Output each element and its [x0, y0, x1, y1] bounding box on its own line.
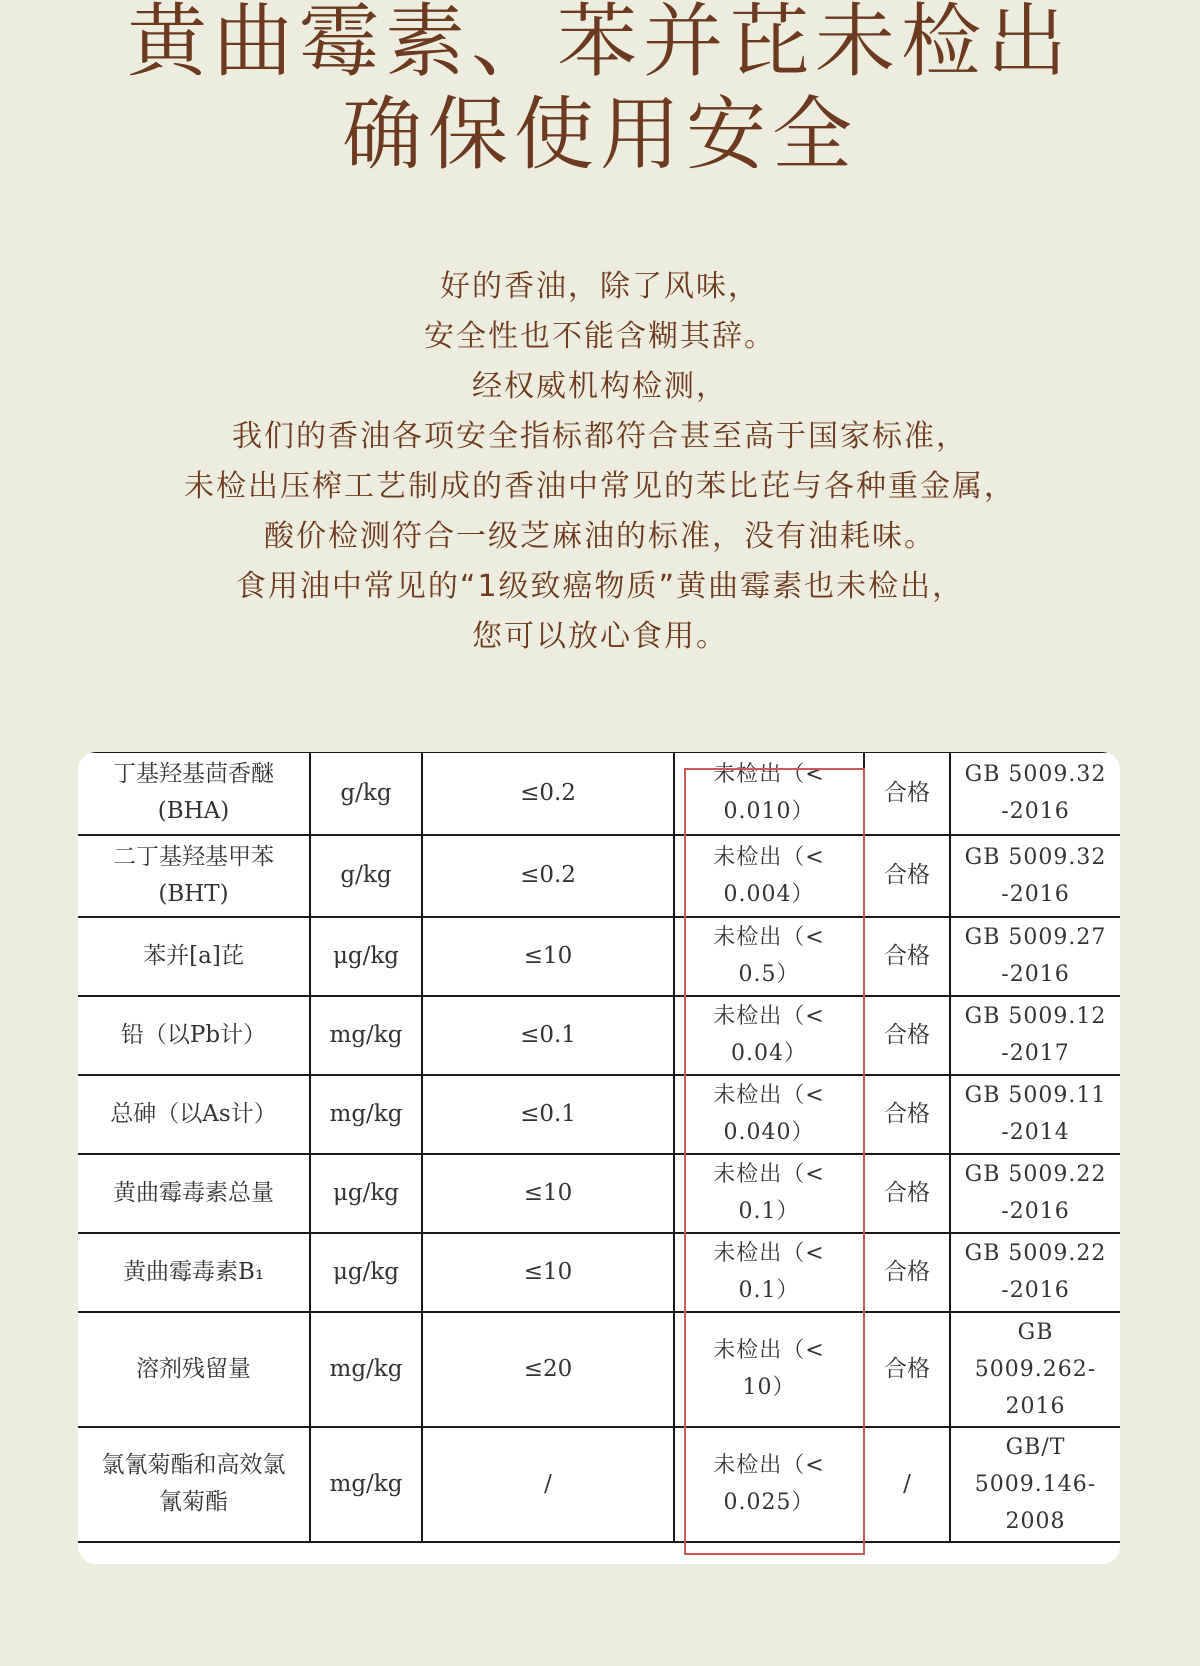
- standard-cell-line: 5009.146-: [974, 1471, 1097, 1497]
- result-cell-line: 未检出（<: [713, 844, 825, 870]
- test-item-cell: [78, 753, 310, 835]
- table-row: [78, 1233, 1120, 1312]
- result-cell: [674, 753, 864, 835]
- table-row: [78, 753, 1120, 835]
- unit-cell: g/kg: [310, 835, 422, 917]
- limit-cell: ≤0.1: [422, 996, 674, 1075]
- result-cell: [674, 917, 864, 996]
- result-cell-line: 未检出（<: [713, 1241, 825, 1266]
- intro-line: 经权威机构检测，: [472, 369, 728, 404]
- result-cell-line: 未检出（<: [713, 1453, 825, 1478]
- unit-cell: mg/kg: [310, 1312, 422, 1427]
- intro-line: 好的香油，除了风味，: [440, 269, 760, 304]
- result-cell-line: 0.010）: [723, 799, 815, 825]
- result-cell-line: 未检出（<: [713, 925, 825, 950]
- test-item-cell: [78, 835, 310, 917]
- test-item-cell: [78, 1312, 310, 1427]
- test-item-cell: [78, 1427, 310, 1542]
- standard-cell-line: 2008: [1005, 1508, 1066, 1534]
- standard-cell: [950, 996, 1120, 1075]
- result-cell: [674, 1154, 864, 1233]
- result-cell-line: 未检出（<: [713, 1083, 825, 1108]
- verdict-cell: 合格: [864, 996, 950, 1075]
- verdict-cell: 合格: [864, 1154, 950, 1233]
- intro-line: 安全性也不能含糊其辞。: [424, 319, 776, 354]
- verdict-cell: 合格: [864, 1233, 950, 1312]
- limit-cell: ≤20: [422, 1312, 674, 1427]
- test-report-table-card: [78, 752, 1120, 1564]
- standard-cell-line: 2016: [1005, 1393, 1066, 1419]
- test-item-cell: [78, 917, 310, 996]
- headline-line-2: 确保使用安全: [342, 88, 858, 181]
- table-row: [78, 1075, 1120, 1154]
- result-cell-line: 未检出（<: [713, 762, 825, 788]
- table-row: [78, 1154, 1120, 1233]
- unit-cell: mg/kg: [310, 1075, 422, 1154]
- table-body: [78, 753, 1120, 1542]
- standard-cell: [950, 917, 1120, 996]
- standard-cell-line: 5009.262-: [974, 1356, 1097, 1382]
- test-item-cell-line: 铅（以Pb计）: [120, 1021, 267, 1048]
- table-row: [78, 996, 1120, 1075]
- intro-line: 未检出压榨工艺制成的香油中常见的苯比芘与各种重金属，: [184, 469, 1016, 504]
- unit-cell: μg/kg: [310, 1154, 422, 1233]
- standard-cell-line: -2014: [1001, 1120, 1070, 1145]
- test-item-cell-line: (BHA): [157, 798, 230, 825]
- result-cell-line: 0.004）: [723, 881, 815, 907]
- standard-cell: [950, 1075, 1120, 1154]
- table-row: [78, 1312, 1120, 1427]
- result-cell: [674, 1312, 864, 1427]
- result-cell-line: 0.04）: [731, 1041, 807, 1066]
- test-item-cell: [78, 1154, 310, 1233]
- test-item-cell-line: 黄曲霉毒素B₁: [122, 1258, 265, 1285]
- test-item-cell-line: 黄曲霉毒素总量: [113, 1179, 274, 1206]
- limit-cell: ≤10: [422, 1154, 674, 1233]
- test-item-cell-line: 氯氰菊酯和高效氯: [101, 1452, 286, 1478]
- intro-paragraph: [0, 262, 1200, 662]
- intro-line: 您可以放心食用。: [472, 619, 728, 654]
- test-item-cell-line: (BHT): [158, 880, 229, 907]
- table-row: [78, 917, 1120, 996]
- verdict-cell: 合格: [864, 1075, 950, 1154]
- intro-line: 我们的香油各项安全指标都符合甚至高于国家标准，: [232, 419, 968, 454]
- standard-cell-line: -2017: [1001, 1041, 1070, 1066]
- result-cell-line: 0.1）: [738, 1278, 800, 1303]
- test-item-cell: [78, 1233, 310, 1312]
- result-cell-line: 0.040）: [723, 1120, 815, 1145]
- limit-cell: ≤0.1: [422, 1075, 674, 1154]
- result-cell-line: 未检出（<: [713, 1004, 825, 1029]
- limit-cell: ≤10: [422, 917, 674, 996]
- standard-cell-line: GB/T: [1005, 1434, 1066, 1460]
- result-cell-line: 0.025）: [723, 1490, 815, 1515]
- standard-cell-line: GB 5009.32: [964, 844, 1107, 870]
- test-item-cell-line: 溶剂残留量: [136, 1355, 251, 1382]
- standard-cell-line: -2016: [1001, 1199, 1070, 1224]
- test-item-cell-line: 丁基羟基茴香醚: [113, 761, 274, 788]
- result-cell: [674, 835, 864, 917]
- test-item-cell-line: 总砷（以As计）: [110, 1100, 277, 1127]
- verdict-cell: 合格: [864, 753, 950, 835]
- standard-cell-line: GB 5009.12: [964, 1004, 1107, 1029]
- result-cell-line: 未检出（<: [713, 1338, 825, 1363]
- test-item-cell-line: 苯并[a]芘: [143, 942, 244, 969]
- intro-line: 酸价检测符合一级芝麻油的标准，没有油耗味。: [264, 519, 936, 554]
- headline-line-1: 黄曲霉素、苯并芘未检出: [127, 0, 1073, 88]
- unit-cell: mg/kg: [310, 996, 422, 1075]
- standard-cell-line: GB 5009.11: [964, 1083, 1107, 1108]
- standard-cell: [950, 1427, 1120, 1542]
- result-cell: [674, 1233, 864, 1312]
- result-cell: [674, 1075, 864, 1154]
- verdict-cell: 合格: [864, 1312, 950, 1427]
- standard-cell-line: GB 5009.22: [964, 1241, 1107, 1266]
- unit-cell: μg/kg: [310, 917, 422, 996]
- limit-cell: ≤0.2: [422, 835, 674, 917]
- standard-cell-line: -2016: [1001, 799, 1070, 825]
- standard-cell: [950, 1233, 1120, 1312]
- standard-cell: [950, 1154, 1120, 1233]
- limit-cell: ≤10: [422, 1233, 674, 1312]
- standard-cell-line: GB 5009.22: [964, 1162, 1107, 1187]
- unit-cell: mg/kg: [310, 1427, 422, 1542]
- result-cell-line: 0.5）: [738, 962, 800, 987]
- standard-cell-line: -2016: [1001, 1278, 1070, 1303]
- test-item-cell: [78, 996, 310, 1075]
- limit-cell: ≤0.2: [422, 753, 674, 835]
- standard-cell: [950, 753, 1120, 835]
- verdict-cell: 合格: [864, 917, 950, 996]
- standard-cell-line: GB 5009.27: [964, 925, 1107, 950]
- test-item-cell: [78, 1075, 310, 1154]
- table-row: [78, 1427, 1120, 1542]
- intro-line: 食用油中常见的“1级致癌物质”黄曲霉素也未检出，: [235, 569, 965, 604]
- standard-cell-line: -2016: [1001, 881, 1070, 907]
- limit-cell: /: [422, 1427, 674, 1542]
- verdict-cell: 合格: [864, 835, 950, 917]
- standard-cell-line: GB 5009.32: [964, 762, 1107, 788]
- standard-cell-line: -2016: [1001, 962, 1070, 987]
- standard-cell: [950, 835, 1120, 917]
- verdict-cell: /: [864, 1427, 950, 1542]
- result-cell-line: 0.1）: [738, 1199, 800, 1224]
- result-cell-line: 10）: [742, 1375, 796, 1400]
- standard-cell-line: GB: [1017, 1319, 1054, 1345]
- result-cell: [674, 996, 864, 1075]
- test-item-cell-line: 氰菊酯: [159, 1489, 228, 1515]
- standard-cell: [950, 1312, 1120, 1427]
- test-item-cell-line: 二丁基羟基甲苯: [113, 843, 274, 870]
- unit-cell: g/kg: [310, 753, 422, 835]
- result-cell-line: 未检出（<: [713, 1162, 825, 1187]
- result-cell: [674, 1427, 864, 1542]
- unit-cell: μg/kg: [310, 1233, 422, 1312]
- test-report-table: [78, 752, 1120, 1543]
- table-row: [78, 835, 1120, 917]
